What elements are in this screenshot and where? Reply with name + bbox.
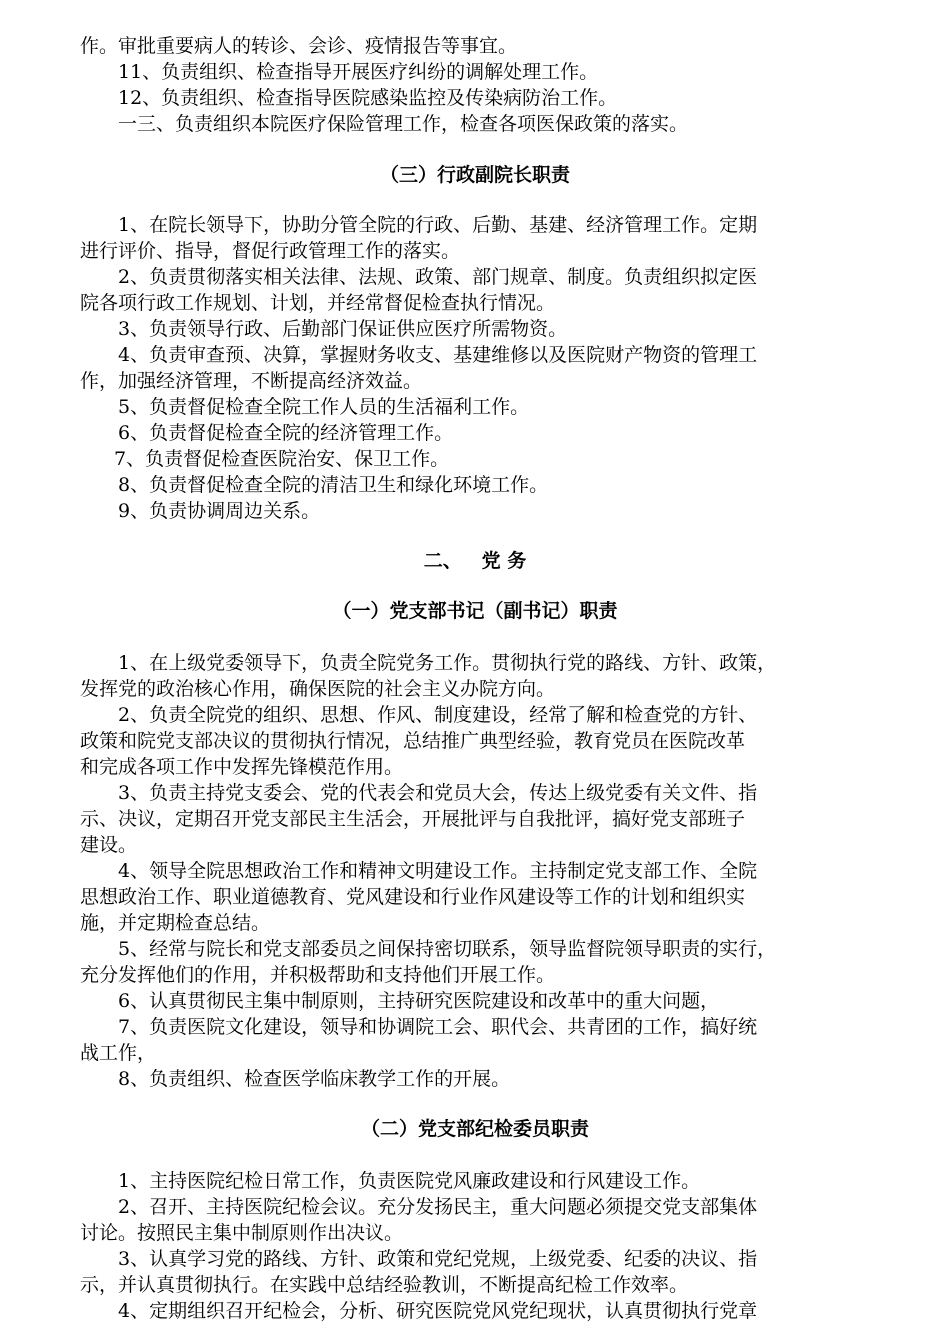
- text-line: 示，并认真贯彻执行。在实践中总结经验教训，不断提高纪检工作效率。: [80, 1274, 689, 1296]
- text-line: 政策和院党支部决议的贯彻执行情况，总结推广典型经验，教育党员在医院改革: [80, 730, 746, 752]
- section-heading-discipline: （二）党支部纪检委员职责: [360, 1118, 589, 1140]
- list-item: 4、负责审查预、决算，掌握财务收支、基建维修以及医院财产物资的管理工: [118, 344, 758, 366]
- list-item: 7、负责医院文化建设，领导和协调院工会、职代会、共青团的工作，搞好统: [118, 1016, 758, 1038]
- list-item: 9、负责协调周边关系。: [118, 500, 321, 522]
- list-item: 6、认真贯彻民主集中制原则，主持研究医院建设和改革中的重大问题，: [118, 990, 720, 1012]
- text-line: 施，并定期检查总结。: [80, 912, 271, 934]
- text-line: 发挥党的政治核心作用，确保医院的社会主义办院方向。: [80, 678, 556, 700]
- list-item: 1、在上级党委领导下，负责全院党务工作。贯彻执行党的路线、方针、政策，: [118, 652, 777, 674]
- list-item: 3、负责领导行政、后勤部门保证供应医疗所需物资。: [118, 318, 568, 340]
- list-item: 11、负责组织、检查指导开展医疗纠纷的调解处理工作。: [118, 61, 599, 83]
- section-heading-admin: （三）行政副院长职责: [379, 164, 570, 186]
- text-line: 战工作，: [80, 1042, 157, 1064]
- text-line: 示、决议，定期召开党支部民主生活会，开展批评与自我批评，搞好党支部班子: [80, 808, 746, 830]
- list-item: 2、负责全院党的组织、思想、作风、制度建设，经常了解和检查党的方针、: [118, 704, 758, 726]
- list-item: 5、经常与院长和党支部委员之间保持密切联系，领导监督院领导职责的实行，: [118, 938, 777, 960]
- list-item: 4、定期组织召开纪检会，分析、研究医院党风党纪现状，认真贯彻执行党章: [118, 1300, 758, 1322]
- list-item: 7、负责督促检查医院治安、保卫工作。: [114, 448, 450, 470]
- list-item: 3、认真学习党的路线、方针、政策和党纪党规，上级党委、纪委的决议、指: [118, 1248, 758, 1270]
- text-line: 建设。: [80, 834, 138, 856]
- section-heading-secretary: （一）党支部书记（副书记）职责: [332, 600, 618, 622]
- text-line: 院各项行政工作规划、计划，并经常督促检查执行情况。: [80, 292, 556, 314]
- list-item: 3、负责主持党支委会、党的代表会和党员大会，传达上级党委有关文件、指: [118, 782, 758, 804]
- list-item: 6、负责督促检查全院的经济管理工作。: [118, 422, 454, 444]
- list-item: 4、领导全院思想政治工作和精神文明建设工作。主持制定党支部工作、全院: [118, 860, 758, 882]
- list-item: 5、负责督促检查全院工作人员的生活福利工作。: [118, 396, 530, 418]
- text-line: 进行评价、指导，督促行政管理工作的落实。: [80, 240, 461, 262]
- text-line: 讨论。按照民主集中制原则作出决议。: [80, 1222, 404, 1244]
- list-item: 一三、负责组织本院医疗保险管理工作，检查各项医保政策的落实。: [118, 113, 689, 135]
- list-item: 1、在院长领导下，协助分管全院的行政、后勤、基建、经济管理工作。定期: [118, 214, 758, 236]
- text-line: 和完成各项工作中发挥先锋模范作用。: [80, 756, 404, 778]
- part-heading: 二、 党 务: [423, 550, 527, 572]
- list-item: 8、负责督促检查全院的清洁卫生和绿化环境工作。: [118, 474, 549, 496]
- text-line: 作，加强经济管理，不断提高经济效益。: [80, 370, 423, 392]
- text-line: 作。审批重要病人的转诊、会诊、疫情报告等事宜。: [80, 35, 518, 57]
- list-item: 8、负责组织、检查医学临床教学工作的开展。: [118, 1068, 511, 1090]
- text-line: 充分发挥他们的作用，并积极帮助和支持他们开展工作。: [80, 964, 556, 986]
- list-item: 1、主持医院纪检日常工作，负责医院党风廉政建设和行风建设工作。: [118, 1170, 701, 1192]
- list-item: 2、召开、主持医院纪检会议。充分发扬民主，重大问题必须提交党支部集体: [118, 1196, 758, 1218]
- text-line: 思想政治工作、职业道德教育、党风建设和行业作风建设等工作的计划和组织实: [80, 886, 746, 908]
- list-item: 2、负责贯彻落实相关法律、法规、政策、部门规章、制度。负责组织拟定医: [118, 266, 758, 288]
- list-item: 12、负责组织、检查指导医院感染监控及传染病防治工作。: [118, 87, 618, 109]
